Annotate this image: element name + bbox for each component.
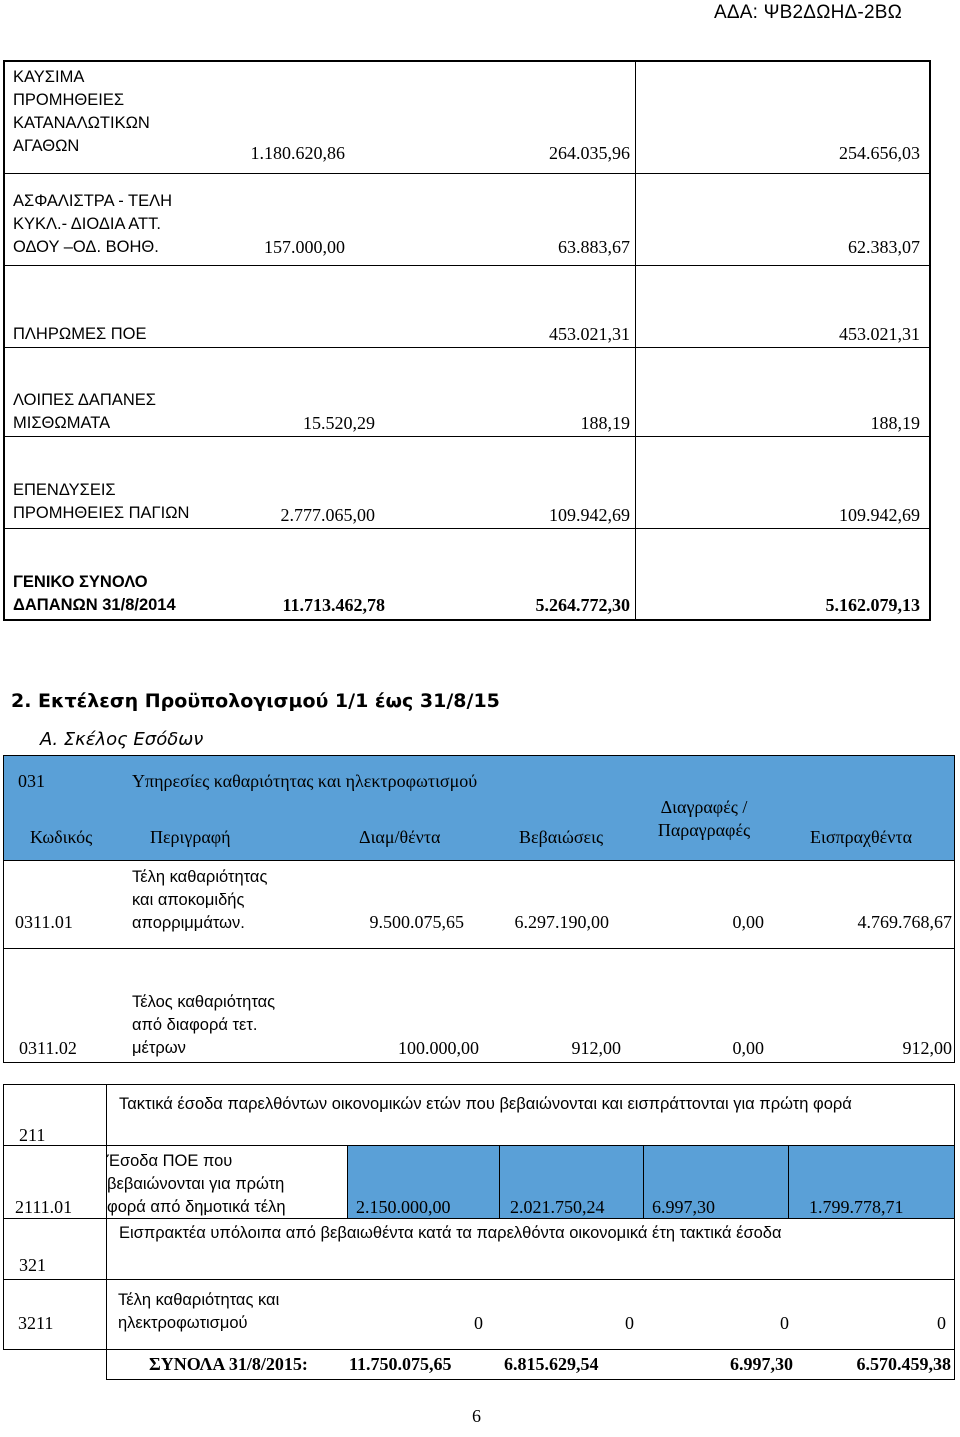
header-budget: Διαμ/θέντα [359, 827, 441, 847]
arrears-group1-code: 211 [19, 1125, 46, 1145]
revenue-writeoffs: 0,00 [732, 912, 764, 932]
total-certified: 5.264.772,30 [535, 595, 630, 615]
arrears-row2-budget: 0 [474, 1313, 483, 1333]
expenses-table [3, 60, 931, 621]
table-row [3, 861, 955, 949]
table-row [5, 437, 929, 529]
expense-budget: 1.180.620,86 [250, 143, 345, 163]
header-code: Κωδικός [30, 827, 93, 847]
header-description: Περιγραφή [150, 827, 231, 847]
expense-certified: 264.035,96 [549, 143, 630, 163]
writeoffs-cell [643, 1145, 789, 1219]
total-budget: 11.713.462,78 [282, 595, 385, 615]
expense-label: ΛΟΙΠΕΣ ΔΑΠΑΝΕΣ ΜΙΣΘΩΜΑΤΑ [13, 391, 156, 432]
budget-cell [347, 1145, 500, 1219]
revenues-header [3, 755, 955, 861]
revenue-budget: 9.500.075,65 [369, 912, 464, 932]
collected-cell [788, 1145, 955, 1219]
revenue-certified: 6.297.190,00 [514, 912, 609, 932]
arrears-row2-writeoffs: 0 [780, 1313, 789, 1333]
group-title-cell [106, 1084, 955, 1146]
table-row [5, 348, 929, 437]
revenue-code: 0311.01 [15, 912, 73, 932]
arrears-row2-code: 3211 [18, 1313, 54, 1333]
arrears-group2-code: 321 [19, 1255, 46, 1275]
group-title: Υπηρεσίες καθαριότητας και ηλεκτροφωτισμού [132, 771, 478, 791]
expense-certified: 63.883,67 [558, 237, 630, 257]
total-paid: 5.162.079,13 [825, 595, 920, 615]
total-row [5, 529, 929, 619]
table-row [106, 1279, 955, 1350]
totals-label: ΣΥΝΟΛΑ 31/8/2015: [149, 1354, 308, 1374]
table-row-code [3, 1279, 107, 1350]
header-certified: Βεβαιώσεις [519, 827, 604, 847]
expense-certified: 109.942,69 [549, 505, 630, 525]
arrears-group1-title: Τακτικά έσοδα παρελθόντων οικονομικών ετών που βεβαιώνονται και εισπράττονται για πρώτη φορά [119, 1095, 852, 1113]
arrears-group2-title: Εισπρακτέα υπόλοιπα από βεβαιωθέντα κατά τα παρελθόντα οικονομικά έτη τακτικά έσοδα [119, 1224, 782, 1242]
expense-paid: 453.021,31 [839, 324, 920, 344]
revenue-description: Τέλη καθαριότητας και αποκομιδής απορριμμάτων. [132, 868, 268, 932]
revenue-collected: 912,00 [902, 1038, 952, 1058]
expense-paid: 109.942,69 [839, 505, 920, 525]
arrears-row1-certified: 2.021.750,24 [510, 1197, 605, 1217]
expense-budget: 157.000,00 [264, 237, 345, 257]
expense-certified: 453.021,31 [549, 324, 630, 344]
header-writeoffs: Διαγραφές / Παραγραφές [657, 797, 751, 840]
totals-collected: 6.570.459,38 [856, 1354, 951, 1374]
group-code-cell [3, 1084, 107, 1146]
column-divider [635, 62, 636, 619]
expense-paid: 188,19 [870, 413, 920, 433]
arrears-row2-description: Τέλη καθαριότητας και ηλεκτροφωτισμού [118, 1291, 280, 1332]
arrears-row2-certified: 0 [625, 1313, 634, 1333]
group-code-cell [3, 1218, 107, 1280]
revenue-code: 0311.02 [19, 1038, 77, 1058]
arrears-row1-description: Έσοδα ΠΟΕ που βεβαιώνονται για πρώτη φορά από δημοτικά τέλη [107, 1152, 286, 1216]
ada-code: ΑΔΑ: ΨΒ2ΔΩΗΔ-2ΒΩ [714, 2, 902, 23]
arrears-row1-writeoffs: 6.997,30 [652, 1197, 715, 1217]
revenue-writeoffs: 0,00 [732, 1038, 764, 1058]
arrears-row1-collected: 1.799.778,71 [809, 1197, 904, 1217]
expense-budget: 15.520,29 [303, 413, 375, 433]
total-label: ΓΕΝΙΚΟ ΣΥΝΟΛΟ ΔΑΠΑΝΩΝ 31/8/2014 [13, 573, 176, 614]
revenue-collected: 4.769.768,67 [857, 912, 952, 932]
revenue-budget: 100.000,00 [398, 1038, 479, 1058]
totals-writeoffs: 6.997,30 [730, 1354, 793, 1374]
table-row [3, 949, 955, 1063]
expense-paid: 254.656,03 [839, 143, 920, 163]
arrears-row1-budget: 2.150.000,00 [356, 1197, 451, 1217]
expense-label: ΚΑΥΣΙΜΑ ΠΡΟΜΗΘΕΙΕΣ ΚΑΤΑΝΑΛΩΤΙΚΩΝ ΑΓΑΘΩΝ [13, 68, 150, 155]
group-title-cell [106, 1218, 955, 1280]
page-number: 6 [472, 1406, 481, 1426]
table-row [5, 266, 929, 348]
table-row-code [3, 1145, 107, 1219]
totals-budget: 11.750.075,65 [349, 1354, 452, 1374]
expense-label: ΕΠΕΝΔΥΣΕΙΣ ΠΡΟΜΗΘΕΙΕΣ ΠΑΓΙΩΝ [13, 481, 190, 522]
section-title: 2. Εκτέλεση Προϋπολογισμού 1/1 έως 31/8/15 [11, 690, 500, 712]
totals-certified: 6.815.629,54 [504, 1354, 599, 1374]
revenue-certified: 912,00 [571, 1038, 621, 1058]
group-code: 031 [18, 771, 45, 791]
expense-certified: 188,19 [580, 413, 630, 433]
expense-label: ΠΛΗΡΩΜΕΣ ΠΟΕ [13, 325, 147, 343]
arrears-row2-collected: 0 [937, 1313, 946, 1333]
arrears-row1-code: 2111.01 [15, 1197, 73, 1217]
totals-row [106, 1349, 955, 1380]
certified-cell [499, 1145, 644, 1219]
expense-label: ΑΣΦΑΛΙΣΤΡΑ - ΤΕΛΗ ΚΥΚΛ.- ΔΙΟΔΙΑ ΑΤΤ. ΟΔΟΥ –ΟΔ. ΒΟΗΘ. [13, 192, 173, 256]
revenue-description: Τέλος καθαριότητας από διαφορά τετ. μέτρων [132, 993, 276, 1057]
header-collected: Εισπραχθέντα [810, 827, 913, 847]
expense-paid: 62.383,07 [848, 237, 920, 257]
table-row [5, 62, 929, 174]
expense-budget: 2.777.065,00 [280, 505, 375, 525]
table-row [5, 174, 929, 266]
section-subtitle: Α. Σκέλος Εσόδων [40, 729, 204, 750]
description-cell [106, 1145, 348, 1219]
